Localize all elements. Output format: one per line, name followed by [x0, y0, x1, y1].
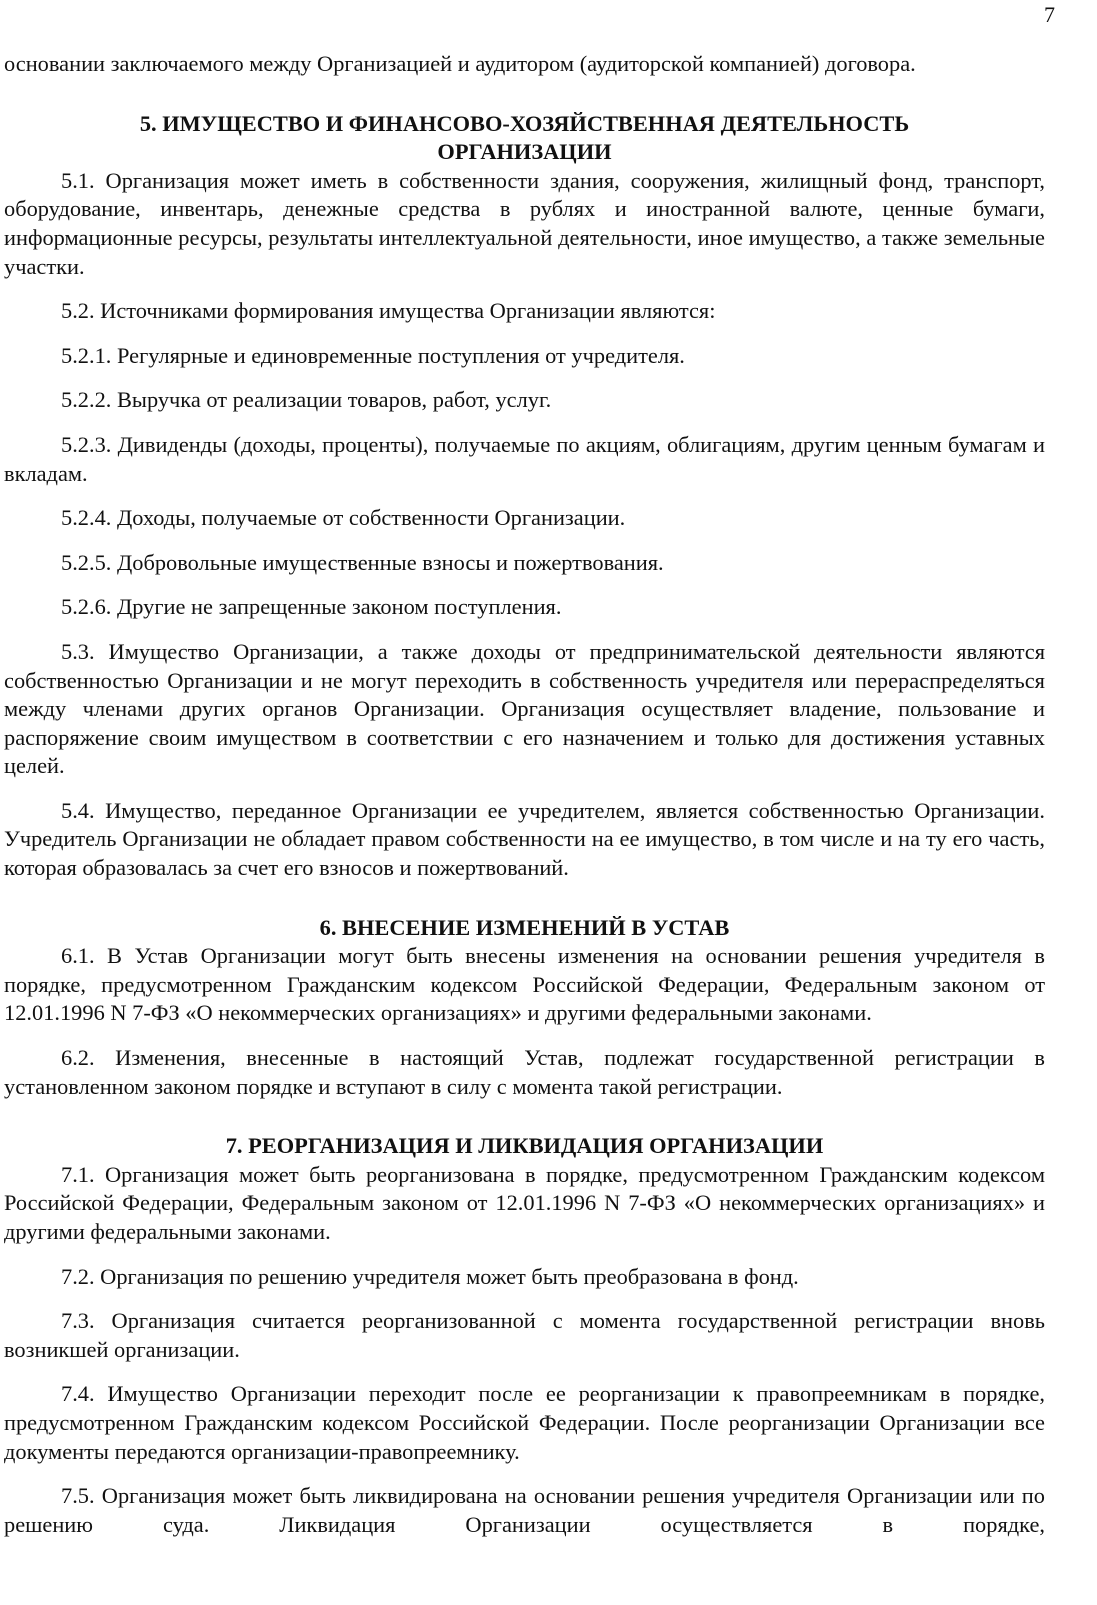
document-body	[4, 50, 1045, 1539]
paragraph-7-5: 7.5. Организация может быть ликвидирована на основании решения учредителя Организации или по решению суда. Ликвидация Организации осуществляется в порядке,	[4, 1483, 1045, 1537]
paragraph-5-2: 5.2. Источниками формирования имущества Организации являются:	[61, 298, 716, 324]
continued-paragraph: основании заключаемого между Организацией и аудитором (аудиторской компанией) договора.	[4, 51, 916, 76]
paragraph-5-1: 5.1. Организация может иметь в собственности здания, сооружения, жилищный фонд, транспорт, оборудование, инвентарь, денежные средства в рублях и иностранной валюте, ценные бумаги, информационные ресурсы, результаты интеллектуальной деятельности, иное имущество, а также земельные участки.	[4, 167, 1045, 279]
paragraph-7-3: 7.3. Организация считается реорганизованной с момента государственной регистрации вновь возникшей организации.	[4, 1308, 1045, 1362]
page-number: 7	[1044, 2, 1055, 27]
paragraph-5-2-1: 5.2.1. Регулярные и единовременные поступления от учредителя.	[61, 342, 685, 368]
section-7-heading: 7. РЕОРГАНИЗАЦИЯ И ЛИКВИДАЦИЯ ОРГАНИЗАЦИИ	[225, 1133, 824, 1159]
paragraph-5-3: 5.3. Имущество Организации, а также доходы от предпринимательской деятельности являются собственностью Организации и не могут переходить в собственность учредителя или перераспределяться между членами других органов Организации. Организация осуществляет владение, пользование и распоряжение своим имуществом в соответствии с его назначением и только для достижения уставных целей.	[4, 638, 1045, 779]
paragraph-5-2-5: 5.2.5. Добровольные имущественные взносы и пожертвования.	[61, 549, 664, 575]
paragraph-6-2: 6.2. Изменения, внесенные в настоящий Устав, подлежат государственной регистрации в установленном законом порядке и вступают в силу с момента такой регистрации.	[4, 1045, 1045, 1099]
paragraph-7-4: 7.4. Имущество Организации переходит после ее реорганизации к правопреемникам в порядке, предусмотренном Гражданским кодексом Российской Федерации. После реорганизации Организации все документы передаются организации-правопреемнику.	[4, 1381, 1045, 1464]
paragraph-5-2-6: 5.2.6. Другие не запрещенные законом поступления.	[61, 594, 562, 620]
paragraph-5-2-3: 5.2.3. Дивиденды (доходы, проценты), получаемые по акциям, облигациям, другим ценным бумагам и вкладам.	[4, 431, 1045, 486]
section-5-heading-line1: 5. ИМУЩЕСТВО И ФИНАНСОВО-ХОЗЯЙСТВЕННАЯ ДЕЯТЕЛЬНОСТЬ	[139, 110, 910, 136]
section-6-heading: 6. ВНЕСЕНИЕ ИЗМЕНЕНИЙ В УСТАВ	[319, 914, 730, 940]
paragraph-6-1: 6.1. В Устав Организации могут быть внесены изменения на основании решения учредителя в порядке, предусмотренном Гражданским кодексом Российской Федерации, Федеральным законом от 12.01.1996 N 7-ФЗ «О некоммерческих организациях» и другими федеральными законами.	[4, 943, 1045, 1026]
paragraph-5-2-4: 5.2.4. Доходы, получаемые от собственности Организации.	[61, 505, 626, 531]
paragraph-5-2-2: 5.2.2. Выручка от реализации товаров, работ, услуг.	[61, 387, 552, 413]
paragraph-5-4: 5.4. Имущество, переданное Организации ее учредителем, является собственностью Организации. Учредитель Организации не обладает правом собственности на ее имущество, в том числе и на ту его часть, которая образовалась за счет его взносов и пожертвований.	[4, 797, 1045, 881]
section-5-heading	[4, 110, 1045, 167]
paragraph-7-1: 7.1. Организация может быть реорганизована в порядке, предусмотренном Гражданским кодексом Российской Федерации, Федеральным законом от 12.01.1996 N 7-ФЗ «О некоммерческих организациях» и другими федеральными законами.	[4, 1161, 1045, 1244]
paragraph-7-2: 7.2. Организация по решению учредителя может быть преобразована в фонд.	[61, 1263, 799, 1289]
section-5-heading-line2: ОРГАНИЗАЦИИ	[437, 139, 612, 165]
